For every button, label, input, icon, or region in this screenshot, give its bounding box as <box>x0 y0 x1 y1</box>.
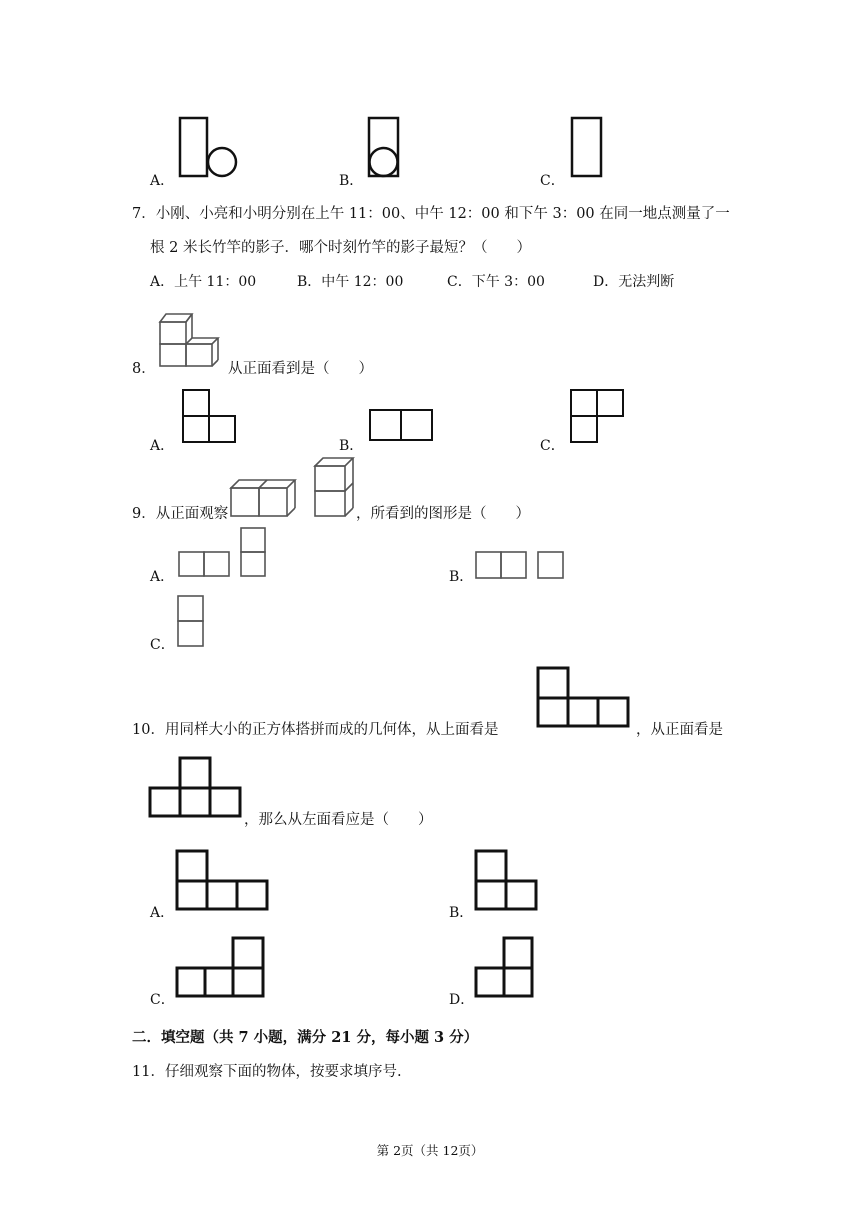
q9-option-c-label: C． <box>150 637 175 653</box>
q11-text: 11．仔细观察下面的物体，按要求填序号. <box>132 1064 402 1080</box>
q9-option-c-figure <box>176 594 208 650</box>
q8-text: 从正面看到是（ ） <box>228 361 373 377</box>
q9-option-b-label: B． <box>449 569 474 585</box>
section-2-title: 二．填空题（共 7 小题，满分 21 分，每小题 3 分） <box>132 1029 479 1046</box>
q9-vertical-cubes-figure <box>313 456 357 520</box>
q10-option-c-label: C． <box>150 992 175 1008</box>
q8-number: 8． <box>132 361 156 377</box>
q9-option-a-label: A． <box>150 569 175 585</box>
q9-option-a-figure <box>177 526 269 580</box>
q10-option-a-figure <box>175 849 273 913</box>
q10-option-d-label: D． <box>449 992 475 1008</box>
q10-front-view-figure <box>148 756 244 820</box>
q10-option-a-label: A． <box>150 905 175 921</box>
page-footer: 第 2页（共 12页） <box>376 1143 484 1158</box>
q9-text-after: ，所看到的图形是（ ） <box>356 506 530 522</box>
q8-cubes-figure <box>156 308 226 370</box>
q6-option-c-figure <box>570 116 606 180</box>
q10-option-c-figure <box>175 936 273 1000</box>
q8-option-b-figure <box>368 408 436 444</box>
q7-text-line1: 7．小刚、小亮和小明分别在上午 11：00、中午 12：00 和下午 3：00 在同一地点测量了一 <box>132 206 730 222</box>
q9-option-b-figure <box>474 550 568 582</box>
q8-option-b-label: B． <box>339 438 364 454</box>
q7-option-b: B．中午 12：00 <box>297 274 404 290</box>
q10-text-3: ，那么从左面看应是（ ） <box>244 812 433 828</box>
q8-option-a-figure <box>180 388 240 448</box>
q10-text-2: ，从正面看是 <box>636 722 723 738</box>
q7-option-d: D．无法判断 <box>593 274 675 290</box>
q7-option-c: C．下午 3：00 <box>447 274 545 290</box>
q7-text-line2: 根 2 米长竹竿的影子．哪个时刻竹竿的影子最短？（ ） <box>150 240 531 256</box>
q10-option-b-figure <box>474 849 542 913</box>
q10-text-1: 10．用同样大小的正方体搭拼而成的几何体，从上面看是 <box>132 722 499 738</box>
q8-option-c-label: C． <box>540 438 565 454</box>
q9-number-text: 9．从正面观察 <box>132 506 229 522</box>
q8-option-c-figure <box>569 388 629 448</box>
q6-option-b-label: B． <box>339 173 364 189</box>
q9-horizontal-cubes-figure <box>229 478 301 520</box>
q10-option-d-figure <box>474 936 542 1000</box>
q10-top-view-figure <box>536 666 634 730</box>
q6-option-c-label: C． <box>540 173 565 189</box>
q10-option-b-label: B． <box>449 905 474 921</box>
q6-option-a-figure <box>178 116 240 180</box>
q6-option-a-label: A． <box>150 173 175 189</box>
q8-option-a-label: A． <box>150 438 175 454</box>
q7-option-a: A．上午 11：00 <box>150 274 257 290</box>
q6-option-b-figure <box>366 116 406 180</box>
